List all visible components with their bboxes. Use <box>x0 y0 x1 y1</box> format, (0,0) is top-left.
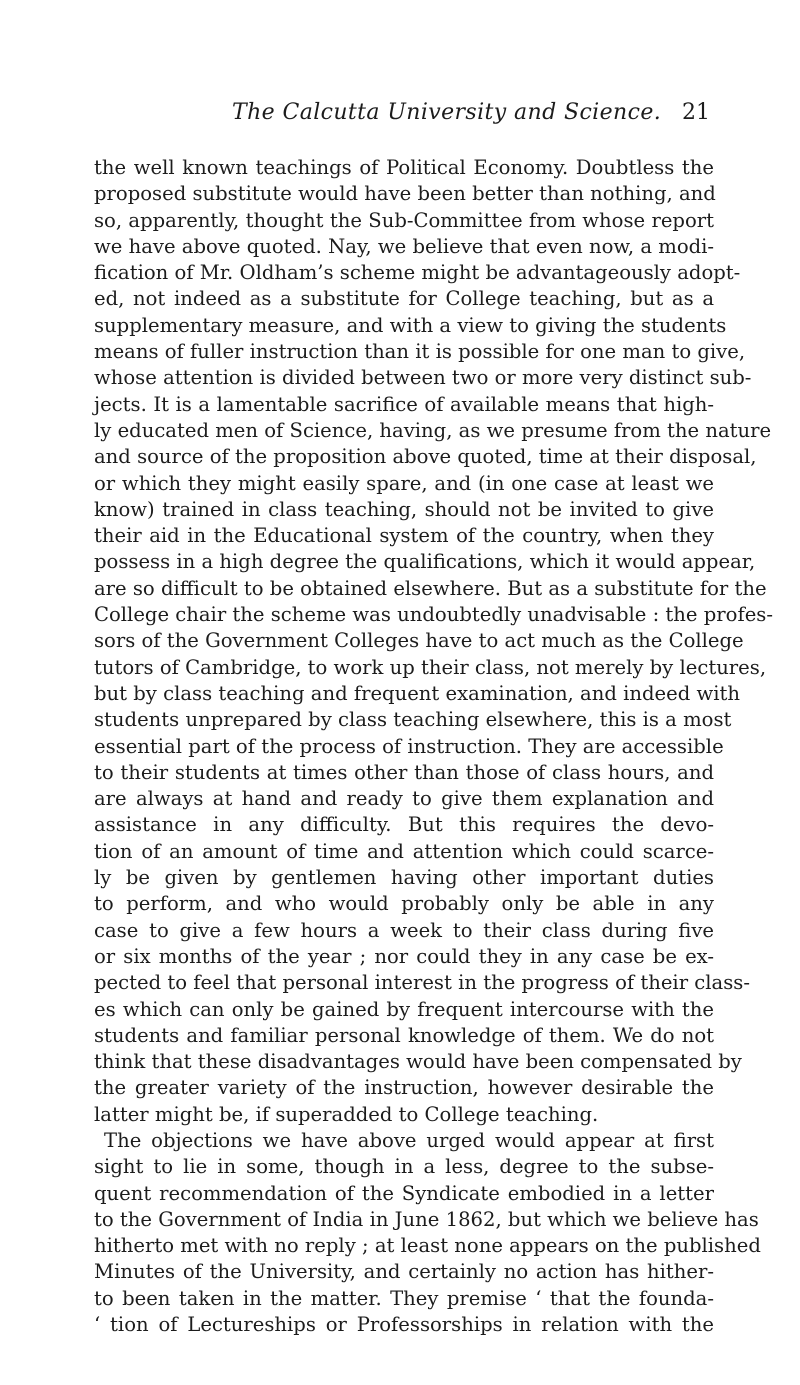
text-line: to perform, and who would probably only be able in any <box>94 892 714 916</box>
text-line: know) trained in class teaching, should not be invited to give <box>94 497 714 521</box>
text-line: the greater variety of the instruction, however desirable the <box>94 1076 714 1100</box>
text-line: tion of an amount of time and attention which could scarce- <box>94 839 714 863</box>
text-line: we have above quoted. Nay, we believe that even now, a modi- <box>94 234 715 258</box>
text-line: to their students at times other than those of class hours, and <box>94 760 714 784</box>
text-line: possess in a high degree the qualifications, which it would appear, <box>94 550 756 574</box>
text-line: or which they might easily spare, and (in one case at least we <box>94 471 714 495</box>
text-line: latter might be, if superadded to College teaching. <box>94 1102 599 1126</box>
text-line: pected to feel that personal interest in the progress of their class- <box>94 971 750 995</box>
text-line: ly educated men of Science, having, as we presume from the nature <box>94 418 772 442</box>
text-line: jects. It is a lamentable sacrifice of available means that high- <box>94 392 714 416</box>
text-line: are always at hand and ready to give them explanation and <box>94 787 714 811</box>
text-line: proposed substitute would have been better than nothing, and <box>94 182 716 206</box>
page-number: 21 <box>682 100 710 125</box>
text-line: sors of the Government Colleges have to act much as the College <box>94 629 744 653</box>
text-line: are so difficult to be obtained elsewhere. But as a substitute for the <box>94 576 767 600</box>
body-text <box>94 155 773 1338</box>
text-line: students and familiar personal knowledge of them. We do not <box>94 1023 714 1047</box>
text-line: ‘ tion of Lectureships or Professorships in relation with the <box>94 1313 714 1337</box>
text-line: students unprepared by class teaching elsewhere, this is a most <box>94 708 732 732</box>
text-line: The objections we have above urged would appear at first <box>104 1128 714 1152</box>
text-line: case to give a few hours a week to their class during five <box>94 918 714 942</box>
text-line: their aid in the Educational system of the country, when they <box>94 524 714 548</box>
text-line: ed, not indeed as a substitute for College teaching, but as a <box>94 287 714 311</box>
text-line: so, apparently, thought the Sub-Committee from whose report <box>94 208 714 232</box>
text-line: fication of Mr. Oldham’s scheme might be advantageously adopt- <box>94 261 741 285</box>
text-line: or six months of the year ; nor could they in any case be ex- <box>94 944 714 968</box>
text-line: whose attention is divided between two or more very distinct sub- <box>94 366 752 390</box>
text-line: means of fuller instruction than it is possible for one man to give, <box>94 340 746 364</box>
text-line: College chair the scheme was undoubtedly unadvisable : the profes- <box>94 603 773 627</box>
text-line: quent recommendation of the Syndicate embodied in a letter <box>94 1181 714 1205</box>
running-title: The Calcutta University and Science. <box>232 100 662 125</box>
text-line: es which can only be gained by frequent intercourse with the <box>94 997 714 1021</box>
text-line: but by class teaching and frequent examination, and indeed with <box>94 681 741 705</box>
text-line: supplementary measure, and with a view to giving the students <box>94 313 727 337</box>
text-line: to been taken in the matter. They premise ‘ that the founda- <box>94 1286 714 1310</box>
text-line: the well known teachings of Political Economy. Doubtless the <box>94 156 714 179</box>
page-header <box>0 100 800 140</box>
text-line: think that these disadvantages would have been compensated by <box>94 1050 742 1074</box>
text-line: essential part of the process of instruction. They are accessible <box>94 734 724 758</box>
text-line: assistance in any difficulty. But this requires the devo- <box>94 813 714 837</box>
text-line: tutors of Cambridge, to work up their class, not merely by lectures, <box>94 655 767 679</box>
text-line: ly be given by gentlemen having other important duties <box>94 866 714 890</box>
text-line: hitherto met with no reply ; at least none appears on the published <box>94 1234 761 1258</box>
text-line: and source of the proposition above quoted, time at their disposal, <box>94 445 757 469</box>
text-line: to the Government of India in June 1862, but which we believe has <box>94 1207 759 1231</box>
text-line: sight to lie in some, though in a less, degree to the subse- <box>94 1155 714 1179</box>
text-line: Minutes of the University, and certainly no action has hither- <box>94 1260 714 1284</box>
